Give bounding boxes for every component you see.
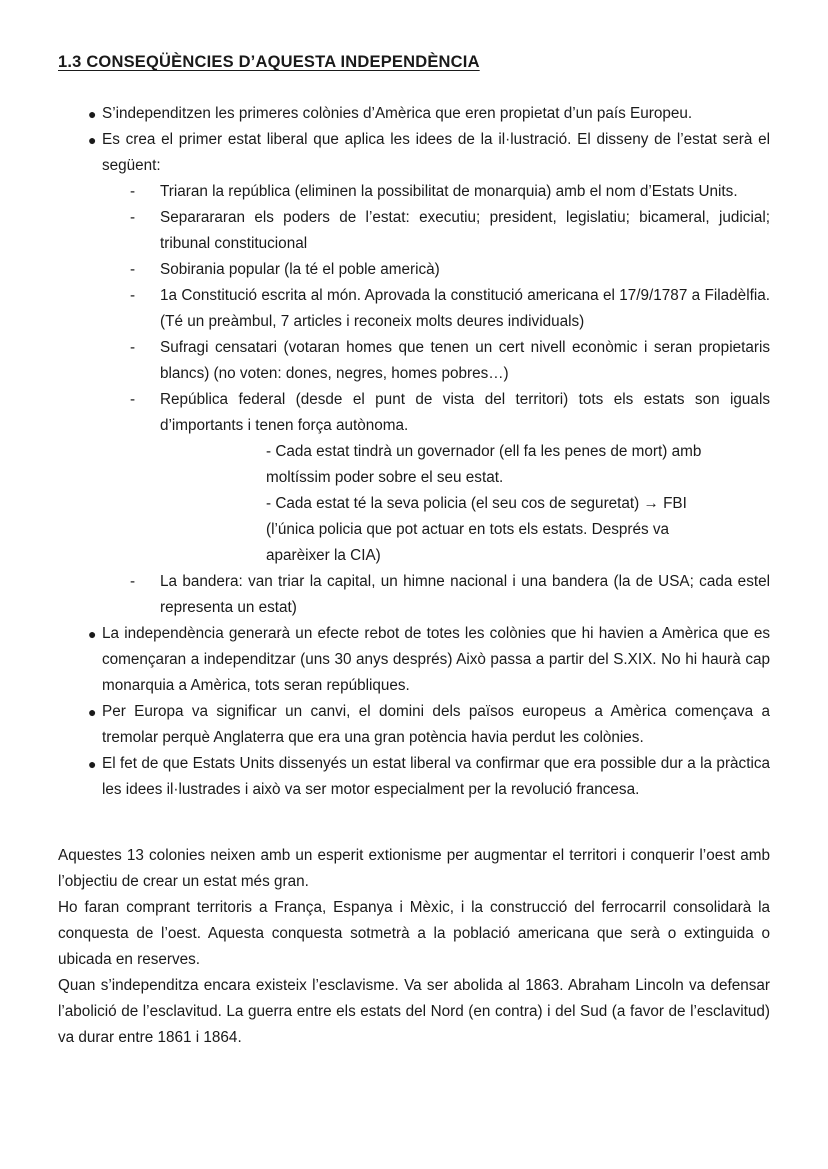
sub-list-item [116,179,770,205]
list-item [58,101,770,127]
dash-icon: - [130,339,136,357]
sub-sub-line: (l’única policia que pot actuar en tots els estats. Després va [266,521,670,539]
bullet-text: El fet de que Estats Units dissenyés un estat liberal va confirmar que era possible dur a la pràctica les idees il·lustrades i això va ser motor especialment per la revolució francesa. [102,755,770,799]
bullet-text: La independència generarà un efecte rebot de totes les colònies que hi havien a Amèrica que es començaran a independitzar (uns 30 anys després) Això passa a partir del S.XIX. No hi haurà cap monarquia a Amèrica, tots seran repúbliques. [102,625,770,695]
page-title: 1.3 CONSEQÜÈNCIES D’AQUESTA INDEPENDÈNCIA [58,53,480,71]
closing-paragraph: Ho faran comprant territoris a França, Espanya i Mèxic, i la construcció del ferrocarril consolidarà la conquesta de l’oest. Aquesta conquesta sotmetrà a la població americana que serà o extinguida o ubicada en reserves. [58,899,770,969]
dash-icon: - [130,261,136,279]
document-content [58,52,770,1051]
sub-bullet-text: Sufragi censatari (votaran homes que tenen un cert nivell econòmic i seran propietaris blancs) (no voten: dones, negres, homes pobres…) [160,339,770,383]
sub-sub-line: - Cada estat tindrà un governador (ell fa les penes de mort) amb [266,443,702,461]
sub-bullet-text: 1a Constitució escrita al món. Aprovada la constitució americana el 17/9/1787 a Filadèlfia. (Té un preàmbul, 7 articles i reconeix molts deures individuals) [160,287,770,331]
list-item [58,621,770,699]
sub-list-item [116,387,770,569]
sub-list-item [116,205,770,257]
sub-list-item [116,257,770,283]
closing-paragraph: Aquestes 13 colonies neixen amb un esperit extionisme per augmentar el territori i conquerir l’oest amb l’objectiu de crear un estat més gran. [58,847,770,891]
list-item [58,127,770,179]
sub-bullet-text: Sobirania popular (la té el poble americà) [160,261,440,279]
sub-sub-line: - Cada estat té la seva policia (el seu cos de seguretat) → FBI [266,495,687,513]
sub-list-item [116,283,770,335]
sub-sub-detail-block [266,439,770,569]
bullet-text: S’independitzen les primeres colònies d’Amèrica que eren propietat d’un país Europeu. [102,105,693,123]
bullet-icon: ● [88,106,97,123]
sub-bullet-text: Triaran la república (eliminen la possibilitat de monarquia) amb el nom d’Estats Units. [160,183,738,201]
dash-icon: - [130,391,136,409]
closing-paragraph-block [58,843,770,1051]
dash-icon: - [130,573,136,591]
list-item [58,751,770,803]
bullet-text: Per Europa va significar un canvi, el domini dels països europeus a Amèrica començava a tremolar perquè Anglaterra que era una gran potència havia perdut les colònies. [102,703,770,747]
bullet-icon: ● [88,132,97,149]
bullet-text: Es crea el primer estat liberal que aplica les idees de la il·lustració. El disseny de l’estat serà el següent: [102,131,770,175]
sub-bullet-text: Separararan els poders de l’estat: executiu; president, legislatiu; bicameral, judicial; tribunal constitucional [160,209,770,253]
dash-icon: - [130,287,136,305]
sub-bullet-text: La bandera: van triar la capital, un himne nacional i una bandera (la de USA; cada estel representa un estat) [160,573,770,617]
sub-bullet-list [58,179,770,621]
list-item [58,699,770,751]
sub-sub-line: moltíssim poder sobre el seu estat. [266,469,504,487]
sub-sub-line: aparèixer la CIA) [266,547,381,565]
sub-list-item [116,569,770,621]
dash-icon: - [130,183,136,201]
sub-bullet-text: República federal (desde el punt de vista del territori) tots els estats son iguals d’importants i tenen força autònoma. [160,391,770,435]
dash-icon: - [130,209,136,227]
sub-list-item [116,335,770,387]
closing-paragraph: Quan s’independitza encara existeix l’esclavisme. Va ser abolida al 1863. Abraham Lincoln va defensar l’abolició de l’esclavitud. La guerra entre els estats del Nord (en contra) i del Sud (a favor de l’esclavitud) va durar entre 1861 i 1864. [58,977,770,1047]
bullet-icon: ● [88,626,97,643]
bullet-icon: ● [88,704,97,721]
main-bullet-list [58,101,770,803]
bullet-icon: ● [88,756,97,773]
